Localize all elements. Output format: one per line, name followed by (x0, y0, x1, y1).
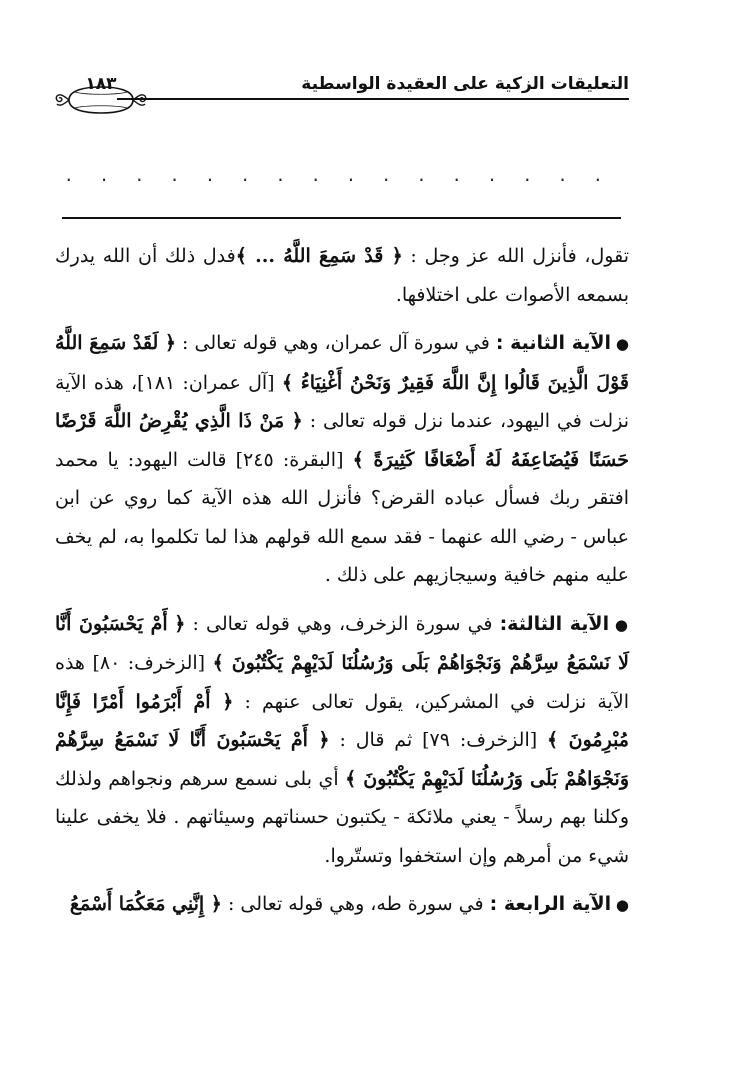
text-span: في سورة طه، وهي قوله تعالى : (221, 893, 490, 915)
text-span: [الزخرف: ٨٠] هذه الآية نزلت في المشركين، يقول تعالى عنهم : (55, 652, 629, 713)
text-span: في سورة الزخرف، وهي قوله تعالى : (185, 612, 500, 635)
body-text (55, 237, 629, 925)
running-title: التعليقات الزكية على العقيدة الواسطية (301, 74, 629, 94)
text-span: [آل عمران: ١٨١]، هذه الآية نزلت في اليهود، عندما نزل قوله تعالى : (55, 371, 629, 432)
quran-verse: ﴿ أَمْ يَحْسَبُونَ أَنَّا لَا نَسْمَعُ سِرَّهُمْ وَنَجْوَاهُمْ بَلَى وَرُسُلُنَا لَدَيْهِمْ يَكْتُبُونَ ﴾ (55, 729, 629, 790)
dotted-separator (64, 166, 624, 182)
separator-rule (62, 217, 621, 219)
paragraph-verse-3 (55, 605, 629, 876)
page-header (55, 68, 629, 130)
bullet-icon: ● (611, 896, 629, 914)
text-span: [الزخرف: ٧٩] ثم قال : (329, 729, 548, 751)
text-span: [البقرة: ٢٤٥] قالت اليهود: يا محمد افتقر ربك فسأل عباده القرض؟ فأنزل الله هذه الآية كما روي عن ابن عباس - رضي الله عنهما - فقد سمع الله قولهم هذا لما تكلموا به، لم يخف عليه منهم خافية وسيجازيهم على ذلك . (55, 448, 629, 586)
paragraph-intro (55, 237, 629, 314)
text-span: أي بلى نسمع سرهم ونجواهم ولذلك وكلنا بهم رسلاً - يعني ملائكة - يكتبون حسناتهم وسيئاتهم . فلا يخفى علينا شيء من أمرهم وإن استخفوا وتستّروا. (55, 767, 629, 867)
quran-verse: ﴿ إِنَّنِي مَعَكُمَا أَسْمَعُ (69, 893, 222, 915)
bullet-icon: ● (609, 615, 630, 634)
verse-heading: الآية الثانية : (495, 332, 612, 354)
verse-heading: الآية الرابعة : (489, 893, 612, 915)
quran-verse: ﴿ أَمْ أَبْرَمُوا أَمْرًا فَإِنَّا مُبْرِمُونَ ﴾ (55, 690, 629, 751)
quran-verse: ﴿ لَقَدْ سَمِعَ اللَّهُ قَوْلَ الَّذِينَ قَالُوا إِنَّ اللَّهَ فَقِيرٌ وَنَحْنُ أَغْنِيَاءُ ﴾ (55, 332, 629, 394)
text-span: فدل ذلك أن الله يدرك بسمعه الأصوات على اختلافها. (55, 245, 629, 306)
verse-heading: الآية الثالثة: (499, 612, 610, 635)
text-span: تقول، فأنزل الله عز وجل : (402, 245, 629, 267)
page-number: ١٨٣ (85, 74, 117, 94)
bullet-icon: ● (611, 335, 629, 353)
quran-verse: ﴿ مَنْ ذَا الَّذِي يُقْرِضُ اللَّهَ قَرْضًا حَسَنًا فَيُضَاعِفَهُ لَهُ أَضْعَافًا كَثِيرَةً ﴾ (55, 410, 629, 471)
text-span: في سورة آل عمران، وهي قوله تعالى : (175, 332, 496, 354)
quran-verse: ﴿ أَمْ يَحْسَبُونَ أَنَّا لَا نَسْمَعُ سِرَّهُمْ وَنَجْوَاهُمْ بَلَى وَرُسُلُنَا لَدَيْهِمْ يَكْتُبُونَ ﴾ (55, 612, 629, 674)
quran-verse: ﴿ قَدْ سَمِعَ اللَّهُ ... ﴾ (235, 245, 403, 267)
header-rule (117, 98, 629, 100)
paragraph-verse-2 (55, 324, 629, 595)
paragraph-verse-4 (55, 885, 629, 925)
